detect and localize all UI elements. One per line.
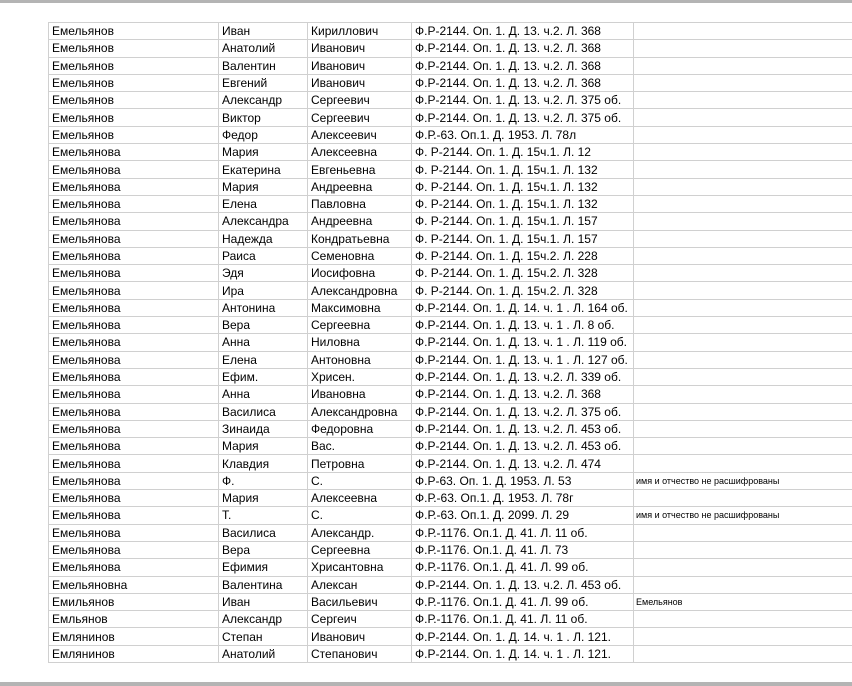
archive-reference-cell: Ф.Р-2144. Оп. 1. Д. 13. ч.2. Л. 474 <box>412 455 634 472</box>
patronymic-cell: Сергеевна <box>308 317 412 334</box>
name-cell: Елена <box>219 351 308 368</box>
name-cell: Раиса <box>219 247 308 264</box>
archive-reference-cell: Ф.Р-2144. Оп. 1. Д. 13. ч.2. Л. 368 <box>412 57 634 74</box>
name-cell: Анна <box>219 386 308 403</box>
note-cell <box>634 57 852 74</box>
surname-cell: Емельянова <box>49 144 219 161</box>
note-cell <box>634 351 852 368</box>
name-cell: Федор <box>219 126 308 143</box>
name-cell: Ира <box>219 282 308 299</box>
bottom-rule <box>0 682 852 686</box>
table-row <box>49 351 852 368</box>
archive-reference-cell: Ф.Р-2144. Оп. 1. Д. 13. ч.2. Л. 453 об. <box>412 438 634 455</box>
name-cell: Александр <box>219 92 308 109</box>
patronymic-cell: Сергеевич <box>308 92 412 109</box>
archive-reference-cell: Ф.Р.-1176. Оп.1. Д. 41. Л. 99 об. <box>412 559 634 576</box>
patronymic-cell: Андреевна <box>308 213 412 230</box>
surname-cell: Емельянова <box>49 317 219 334</box>
patronymic-cell: Ниловна <box>308 334 412 351</box>
archive-reference-cell: Ф.Р-2144. Оп. 1. Д. 13. ч.2. Л. 453 об. <box>412 420 634 437</box>
name-cell: Т. <box>219 507 308 524</box>
patronymic-cell: Иванович <box>308 628 412 645</box>
surname-cell: Емельянова <box>49 247 219 264</box>
surname-cell: Емельянова <box>49 265 219 282</box>
name-cell: Эдя <box>219 265 308 282</box>
table-row <box>49 247 852 264</box>
table-row <box>49 23 852 40</box>
table-row <box>49 57 852 74</box>
table-row <box>49 299 852 316</box>
patronymic-cell: Петровна <box>308 455 412 472</box>
note-cell <box>634 265 852 282</box>
surname-cell: Емельяновна <box>49 576 219 593</box>
note-cell <box>634 317 852 334</box>
archive-reference-cell: Ф.Р-2144. Оп. 1. Д. 13. ч.2. Л. 368 <box>412 40 634 57</box>
note-cell: имя и отчество не расшифрованы <box>634 472 852 489</box>
archive-reference-cell: Ф.Р-2144. Оп. 1. Д. 13. ч.2. Л. 339 об. <box>412 368 634 385</box>
note-cell <box>634 40 852 57</box>
patronymic-cell: Андреевна <box>308 178 412 195</box>
patronymic-cell: С. <box>308 507 412 524</box>
note-cell <box>634 645 852 662</box>
note-cell <box>634 126 852 143</box>
surname-cell: Емельянов <box>49 92 219 109</box>
patronymic-cell: Павловна <box>308 195 412 212</box>
archive-reference-cell: Ф. Р-2144. Оп. 1. Д. 15ч.1. Л. 157 <box>412 213 634 230</box>
note-cell <box>634 23 852 40</box>
surname-cell: Емельянова <box>49 420 219 437</box>
note-cell <box>634 247 852 264</box>
note-cell <box>634 403 852 420</box>
patronymic-cell: Иванович <box>308 74 412 91</box>
table-row <box>49 230 852 247</box>
table-row <box>49 576 852 593</box>
surname-cell: Емельянова <box>49 490 219 507</box>
surname-cell: Емельянова <box>49 351 219 368</box>
patronymic-cell: Алексеевна <box>308 490 412 507</box>
table-row <box>49 386 852 403</box>
table-row <box>49 144 852 161</box>
surname-cell: Емельянова <box>49 368 219 385</box>
patronymic-cell: Иосифовна <box>308 265 412 282</box>
note-cell <box>634 195 852 212</box>
name-cell: Анатолий <box>219 40 308 57</box>
note-cell <box>634 576 852 593</box>
table-row <box>49 178 852 195</box>
table-row <box>49 628 852 645</box>
patronymic-cell: Алексан <box>308 576 412 593</box>
records-table-body <box>49 23 852 663</box>
patronymic-cell: Евгеньевна <box>308 161 412 178</box>
surname-cell: Емельянова <box>49 230 219 247</box>
surname-cell: Емельянова <box>49 403 219 420</box>
name-cell: Василиса <box>219 403 308 420</box>
surname-cell: Емельянова <box>49 559 219 576</box>
note-cell <box>634 368 852 385</box>
archive-reference-cell: Ф.Р.-63. Оп.1. Д. 1953. Л. 78л <box>412 126 634 143</box>
archive-reference-cell: Ф.Р.-63. Оп.1. Д. 1953. Л. 78г <box>412 490 634 507</box>
note-cell <box>634 559 852 576</box>
archive-reference-cell: Ф.Р-2144. Оп. 1. Д. 13. ч. 1 . Л. 119 об. <box>412 334 634 351</box>
table-row <box>49 74 852 91</box>
note-cell <box>634 299 852 316</box>
name-cell: Виктор <box>219 109 308 126</box>
name-cell: Мария <box>219 490 308 507</box>
surname-cell: Емельянов <box>49 40 219 57</box>
name-cell: Мария <box>219 178 308 195</box>
surname-cell: Емельянова <box>49 334 219 351</box>
name-cell: Валентина <box>219 576 308 593</box>
archive-reference-cell: Ф.Р-2144. Оп. 1. Д. 13. ч. 1 . Л. 127 об. <box>412 351 634 368</box>
note-cell <box>634 92 852 109</box>
archive-reference-cell: Ф. Р-2144. Оп. 1. Д. 15ч.2. Л. 328 <box>412 265 634 282</box>
note-cell <box>634 611 852 628</box>
table-row <box>49 490 852 507</box>
table-row <box>49 593 852 610</box>
surname-cell: Емельянова <box>49 178 219 195</box>
note-cell <box>634 178 852 195</box>
note-cell <box>634 541 852 558</box>
surname-cell: Емельянова <box>49 524 219 541</box>
note-cell <box>634 455 852 472</box>
surname-cell: Емльянов <box>49 611 219 628</box>
surname-cell: Емельянова <box>49 438 219 455</box>
patronymic-cell: Сергеич <box>308 611 412 628</box>
patronymic-cell: Федоровна <box>308 420 412 437</box>
note-cell <box>634 213 852 230</box>
surname-cell: Емлянинов <box>49 645 219 662</box>
archive-reference-cell: Ф. Р-2144. Оп. 1. Д. 15ч.1. Л. 132 <box>412 161 634 178</box>
patronymic-cell: Алексеевич <box>308 126 412 143</box>
archive-reference-cell: Ф.Р-2144. Оп. 1. Д. 13. ч.2. Л. 368 <box>412 23 634 40</box>
table-row <box>49 195 852 212</box>
archive-reference-cell: Ф. Р-2144. Оп. 1. Д. 15ч.1. Л. 132 <box>412 195 634 212</box>
table-row <box>49 126 852 143</box>
surname-cell: Емельянова <box>49 213 219 230</box>
archive-reference-cell: Ф.Р-2144. Оп. 1. Д. 14. ч. 1 . Л. 121. <box>412 628 634 645</box>
patronymic-cell: Хрисантовна <box>308 559 412 576</box>
patronymic-cell: Кондратьевна <box>308 230 412 247</box>
name-cell: Мария <box>219 438 308 455</box>
name-cell: Антонина <box>219 299 308 316</box>
note-cell <box>634 438 852 455</box>
archive-reference-cell: Ф.Р-2144. Оп. 1. Д. 13. ч.2. Л. 453 об. <box>412 576 634 593</box>
name-cell: Ефим. <box>219 368 308 385</box>
table-row <box>49 265 852 282</box>
table-row <box>49 213 852 230</box>
name-cell: Анатолий <box>219 645 308 662</box>
patronymic-cell: Степанович <box>308 645 412 662</box>
patronymic-cell: Васильевич <box>308 593 412 610</box>
patronymic-cell: Александровна <box>308 403 412 420</box>
patronymic-cell: Иванович <box>308 40 412 57</box>
note-cell <box>634 74 852 91</box>
archive-reference-cell: Ф. Р-2144. Оп. 1. Д. 15ч.2. Л. 328 <box>412 282 634 299</box>
table-row <box>49 109 852 126</box>
patronymic-cell: Александровна <box>308 282 412 299</box>
surname-cell: Емильянов <box>49 593 219 610</box>
patronymic-cell: Кириллович <box>308 23 412 40</box>
archive-reference-cell: Ф. Р-2144. Оп. 1. Д. 15ч.1. Л. 12 <box>412 144 634 161</box>
table-row <box>49 161 852 178</box>
name-cell: Елена <box>219 195 308 212</box>
table-row <box>49 472 852 489</box>
patronymic-cell: С. <box>308 472 412 489</box>
patronymic-cell: Алексеевна <box>308 144 412 161</box>
note-cell <box>634 230 852 247</box>
surname-cell: Емельянов <box>49 126 219 143</box>
patronymic-cell: Сергеевич <box>308 109 412 126</box>
patronymic-cell: Вас. <box>308 438 412 455</box>
archive-reference-cell: Ф.Р-2144. Оп. 1. Д. 14. ч. 1 . Л. 121. <box>412 645 634 662</box>
surname-cell: Емельянова <box>49 507 219 524</box>
note-cell: Емельянов <box>634 593 852 610</box>
note-cell <box>634 161 852 178</box>
patronymic-cell: Антоновна <box>308 351 412 368</box>
name-cell: Евгений <box>219 74 308 91</box>
archive-reference-cell: Ф.Р-2144. Оп. 1. Д. 14. ч. 1 . Л. 164 об. <box>412 299 634 316</box>
table-row <box>49 438 852 455</box>
surname-cell: Емельянов <box>49 109 219 126</box>
name-cell: Клавдия <box>219 455 308 472</box>
name-cell: Вера <box>219 541 308 558</box>
note-cell <box>634 282 852 299</box>
table-row <box>49 611 852 628</box>
patronymic-cell: Максимовна <box>308 299 412 316</box>
patronymic-cell: Семеновна <box>308 247 412 264</box>
surname-cell: Емлянинов <box>49 628 219 645</box>
archive-reference-cell: Ф.Р.-1176. Оп.1. Д. 41. Л. 11 об. <box>412 524 634 541</box>
note-cell <box>634 490 852 507</box>
archive-reference-cell: Ф.Р-2144. Оп. 1. Д. 13. ч.2. Л. 368 <box>412 386 634 403</box>
name-cell: Вера <box>219 317 308 334</box>
top-rule <box>0 0 852 3</box>
name-cell: Степан <box>219 628 308 645</box>
name-cell: Зинаида <box>219 420 308 437</box>
patronymic-cell: Иванович <box>308 57 412 74</box>
patronymic-cell: Хрисен. <box>308 368 412 385</box>
note-cell <box>634 628 852 645</box>
records-table <box>48 22 852 663</box>
name-cell: Иван <box>219 593 308 610</box>
archive-reference-cell: Ф. Р-2144. Оп. 1. Д. 15ч.1. Л. 157 <box>412 230 634 247</box>
table-row <box>49 317 852 334</box>
table-row <box>49 645 852 662</box>
note-cell <box>634 524 852 541</box>
table-row <box>49 334 852 351</box>
table-row <box>49 403 852 420</box>
patronymic-cell: Ивановна <box>308 386 412 403</box>
archive-reference-cell: Ф.Р-2144. Оп. 1. Д. 13. ч.2. Л. 375 об. <box>412 92 634 109</box>
table-row <box>49 524 852 541</box>
surname-cell: Емельянов <box>49 23 219 40</box>
surname-cell: Емельянова <box>49 161 219 178</box>
table-row <box>49 541 852 558</box>
archive-reference-cell: Ф.Р-2144. Оп. 1. Д. 13. ч.2. Л. 375 об. <box>412 403 634 420</box>
archive-reference-cell: Ф.Р-2144. Оп. 1. Д. 13. ч. 1 . Л. 8 об. <box>412 317 634 334</box>
name-cell: Екатерина <box>219 161 308 178</box>
surname-cell: Емельянов <box>49 57 219 74</box>
surname-cell: Емельянова <box>49 455 219 472</box>
table-row <box>49 282 852 299</box>
name-cell: Василиса <box>219 524 308 541</box>
surname-cell: Емельянова <box>49 195 219 212</box>
surname-cell: Емельянова <box>49 282 219 299</box>
archive-reference-cell: Ф.Р-63. Оп. 1. Д. 1953. Л. 53 <box>412 472 634 489</box>
table-row <box>49 368 852 385</box>
note-cell <box>634 144 852 161</box>
name-cell: Надежда <box>219 230 308 247</box>
table-row <box>49 455 852 472</box>
archive-reference-cell: Ф.Р.-1176. Оп.1. Д. 41. Л. 11 об. <box>412 611 634 628</box>
archive-reference-cell: Ф. Р-2144. Оп. 1. Д. 15ч.2. Л. 228 <box>412 247 634 264</box>
name-cell: Ефимия <box>219 559 308 576</box>
surname-cell: Емельянова <box>49 541 219 558</box>
note-cell <box>634 109 852 126</box>
name-cell: Иван <box>219 23 308 40</box>
name-cell: Валентин <box>219 57 308 74</box>
note-cell: имя и отчество не расшифрованы <box>634 507 852 524</box>
name-cell: Мария <box>219 144 308 161</box>
patronymic-cell: Александр. <box>308 524 412 541</box>
archive-reference-cell: Ф.Р-2144. Оп. 1. Д. 13. ч.2. Л. 375 об. <box>412 109 634 126</box>
archive-reference-cell: Ф.Р-2144. Оп. 1. Д. 13. ч.2. Л. 368 <box>412 74 634 91</box>
note-cell <box>634 334 852 351</box>
archive-reference-cell: Ф.Р.-1176. Оп.1. Д. 41. Л. 99 об. <box>412 593 634 610</box>
archive-reference-cell: Ф.Р.-1176. Оп.1. Д. 41. Л. 73 <box>412 541 634 558</box>
table-row <box>49 507 852 524</box>
note-cell <box>634 386 852 403</box>
patronymic-cell: Сергеевна <box>308 541 412 558</box>
table-row <box>49 92 852 109</box>
table-row <box>49 40 852 57</box>
table-row <box>49 420 852 437</box>
name-cell: Ф. <box>219 472 308 489</box>
surname-cell: Емельянов <box>49 74 219 91</box>
surname-cell: Емельянова <box>49 472 219 489</box>
archive-reference-cell: Ф.Р.-63. Оп.1. Д. 2099. Л. 29 <box>412 507 634 524</box>
surname-cell: Емельянова <box>49 299 219 316</box>
surname-cell: Емельянова <box>49 386 219 403</box>
table-row <box>49 559 852 576</box>
archive-reference-cell: Ф. Р-2144. Оп. 1. Д. 15ч.1. Л. 132 <box>412 178 634 195</box>
note-cell <box>634 420 852 437</box>
name-cell: Александр <box>219 611 308 628</box>
name-cell: Александра <box>219 213 308 230</box>
name-cell: Анна <box>219 334 308 351</box>
